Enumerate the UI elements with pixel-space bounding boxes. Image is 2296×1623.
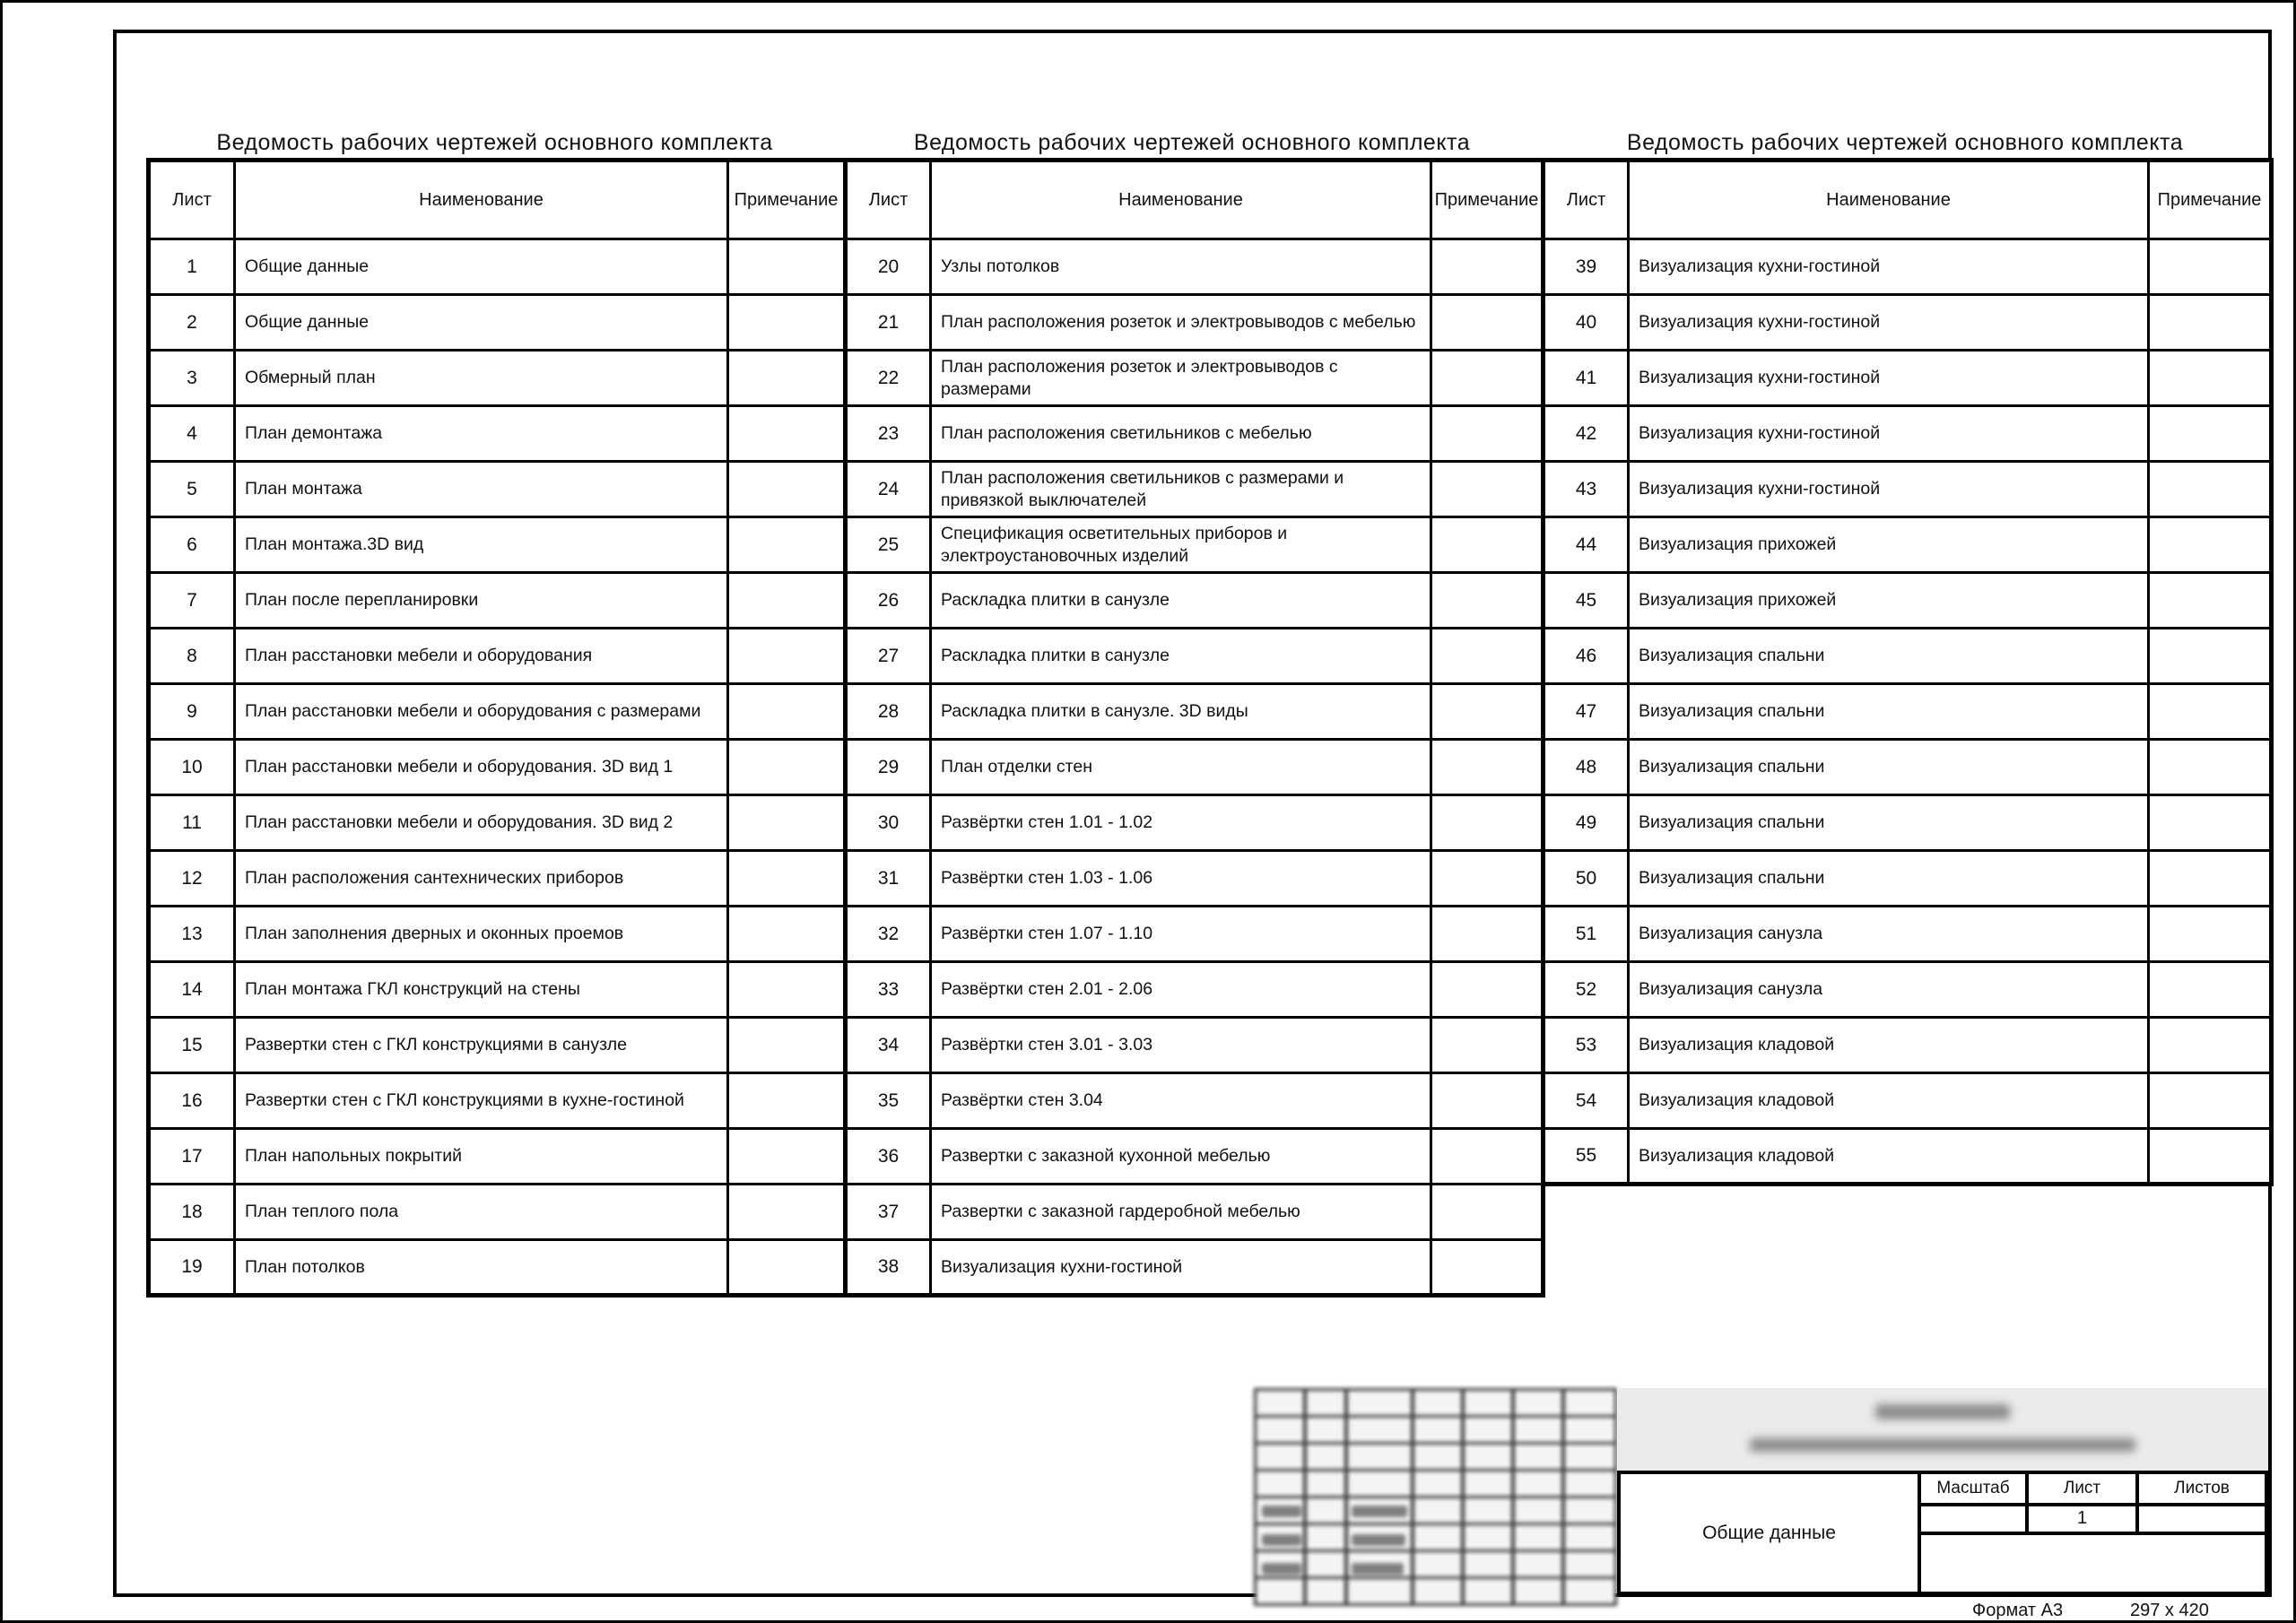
- sheet-cell: 5: [149, 462, 235, 517]
- sheet-cell: 18: [149, 1185, 235, 1240]
- note-cell: [728, 517, 846, 573]
- name-cell: Визуализация кладовой: [1629, 1073, 2149, 1129]
- note-cell: [1431, 239, 1544, 295]
- sheet-cell: 35: [846, 1073, 931, 1129]
- table-row: [149, 1018, 846, 1073]
- sheet-cell: 37: [846, 1185, 931, 1240]
- table-row: [1544, 406, 2272, 462]
- note-cell: [2149, 573, 2272, 629]
- table-row: [1544, 851, 2272, 907]
- table-row: [149, 573, 846, 629]
- table-row: [846, 629, 1544, 684]
- sheet-cell: 24: [846, 462, 931, 517]
- name-cell: Раскладка плитки в санузле: [931, 629, 1431, 684]
- note-cell: [2149, 740, 2272, 795]
- note-cell: [728, 795, 846, 851]
- name-cell: Развёртки стен 2.01 - 2.06: [931, 962, 1431, 1018]
- note-cell: [1431, 740, 1544, 795]
- name-cell: Обмерный план: [235, 351, 728, 406]
- name-cell: Раскладка плитки в санузле: [931, 573, 1431, 629]
- table-row: [149, 239, 846, 295]
- name-cell: Визуализация кладовой: [1629, 1129, 2149, 1185]
- drawing-register-table-1: [146, 158, 848, 1298]
- sheet-cell: 50: [1544, 851, 1629, 907]
- note-cell: [728, 462, 846, 517]
- sheet-cell: 47: [1544, 684, 1629, 740]
- note-cell: [728, 351, 846, 406]
- sheet-cell: 28: [846, 684, 931, 740]
- note-cell: [1431, 851, 1544, 907]
- note-cell: [2149, 907, 2272, 962]
- table-row: [149, 517, 846, 573]
- sheet-cell: 43: [1544, 462, 1629, 517]
- note-cell: [2149, 406, 2272, 462]
- scale-header: Масштаб: [1936, 1479, 2010, 1497]
- sheet-cell: 11: [149, 795, 235, 851]
- sheet-cell: 52: [1544, 962, 1629, 1018]
- table-row: [1544, 740, 2272, 795]
- sheet-number: 1: [2076, 1508, 2088, 1528]
- column-header-name: Наименование: [235, 161, 728, 239]
- sheet-cell: 2: [149, 295, 235, 351]
- name-cell: Визуализация прихожей: [1629, 517, 2149, 573]
- name-cell: Визуализация санузла: [1629, 907, 2149, 962]
- table-row: [846, 1018, 1544, 1073]
- table-row: [846, 740, 1544, 795]
- name-cell: План потолков: [235, 1240, 728, 1296]
- sheet-cell: 36: [846, 1129, 931, 1185]
- name-cell: План демонтажа: [235, 406, 728, 462]
- sheet-cell: 9: [149, 684, 235, 740]
- note-cell: [1431, 351, 1544, 406]
- note-cell: [728, 851, 846, 907]
- name-cell: План расстановки мебели и оборудования с размерами: [235, 684, 728, 740]
- note-cell: [2149, 351, 2272, 406]
- drawing-register-table-2: [843, 158, 1545, 1298]
- note-cell: [1431, 907, 1544, 962]
- table-row: [149, 406, 846, 462]
- name-cell: Спецификация осветительных приборов и электроустановочных изделий: [931, 517, 1431, 573]
- sheet-cell: 19: [149, 1240, 235, 1296]
- name-cell: Узлы потолков: [931, 239, 1431, 295]
- name-cell: План расположения светильников с размерами и привязкой выключателей: [931, 462, 1431, 517]
- note-cell: [728, 1129, 846, 1185]
- note-cell: [728, 1240, 846, 1296]
- sheet-cell: 53: [1544, 1018, 1629, 1073]
- table-row: [846, 962, 1544, 1018]
- table-row: [149, 295, 846, 351]
- table-row: [1544, 295, 2272, 351]
- column-header-note: Примечание: [728, 161, 846, 239]
- sheet-cell: 40: [1544, 295, 1629, 351]
- sheet-cell: 30: [846, 795, 931, 851]
- sheet-size-label: 297 x 420: [2130, 1601, 2209, 1620]
- note-cell: [728, 295, 846, 351]
- note-cell: [1431, 795, 1544, 851]
- name-cell: План расстановки мебели и оборудования: [235, 629, 728, 684]
- name-cell: План теплого пола: [235, 1185, 728, 1240]
- name-cell: Развертки стен с ГКЛ конструкциями в санузле: [235, 1018, 728, 1073]
- sheet-cell: 48: [1544, 740, 1629, 795]
- name-cell: Визуализация кухни-гостиной: [1629, 406, 2149, 462]
- name-cell: План расположения розеток и электровыводов с мебелью: [931, 295, 1431, 351]
- format-label: Формат А3: [1972, 1601, 2064, 1620]
- table-row: [846, 851, 1544, 907]
- table-row: [846, 1185, 1544, 1240]
- sheet-cell: 13: [149, 907, 235, 962]
- note-cell: [2149, 684, 2272, 740]
- table-row: [846, 795, 1544, 851]
- column-header-sheet: Лист: [846, 161, 931, 239]
- table-row: [1544, 239, 2272, 295]
- sheet-cell: 12: [149, 851, 235, 907]
- table-row: [1544, 1018, 2272, 1073]
- table-row: [1544, 962, 2272, 1018]
- note-cell: [2149, 239, 2272, 295]
- name-cell: План расположения светильников с мебелью: [931, 406, 1431, 462]
- table-row: [846, 351, 1544, 406]
- note-cell: [1431, 295, 1544, 351]
- sheet-cell: 6: [149, 517, 235, 573]
- title-block: [1617, 1471, 2268, 1595]
- sheet-cell: 33: [846, 962, 931, 1018]
- sheet-cell: 10: [149, 740, 235, 795]
- name-cell: Развертки с заказной гардеробной мебелью: [931, 1185, 1431, 1240]
- sheet-cell: 3: [149, 351, 235, 406]
- sheet-cell: 38: [846, 1240, 931, 1296]
- sheet-cell: 1: [149, 239, 235, 295]
- name-cell: План расстановки мебели и оборудования. 3D вид 2: [235, 795, 728, 851]
- table-row: [846, 1073, 1544, 1129]
- header-row: [149, 161, 846, 239]
- name-cell: Общие данные: [235, 239, 728, 295]
- table-row: [149, 1185, 846, 1240]
- sheet-cell: 32: [846, 907, 931, 962]
- column-header-sheet: Лист: [1544, 161, 1629, 239]
- note-cell: [1431, 517, 1544, 573]
- note-cell: [1431, 1129, 1544, 1185]
- name-cell: Развёртки стен 1.03 - 1.06: [931, 851, 1431, 907]
- name-cell: Визуализация спальни: [1629, 684, 2149, 740]
- note-cell: [728, 740, 846, 795]
- sheet-cell: 4: [149, 406, 235, 462]
- name-cell: Визуализация кухни-гостиной: [1629, 462, 2149, 517]
- table-row: [149, 1073, 846, 1129]
- note-cell: [1431, 962, 1544, 1018]
- title-block-stamp-blurred: [1254, 1388, 1617, 1606]
- note-cell: [728, 1018, 846, 1073]
- table-row: [846, 295, 1544, 351]
- table-row: [149, 740, 846, 795]
- table-row: [846, 517, 1544, 573]
- note-cell: [2149, 1129, 2272, 1185]
- name-cell: Визуализация кухни-гостиной: [1629, 295, 2149, 351]
- project-banner-blurred: [1617, 1388, 2268, 1471]
- table-title: Ведомость рабочих чертежей основного комплекта: [913, 130, 1471, 155]
- note-cell: [2149, 629, 2272, 684]
- sheet-cell: 31: [846, 851, 931, 907]
- sheet-cell: 14: [149, 962, 235, 1018]
- note-cell: [728, 239, 846, 295]
- note-cell: [2149, 1018, 2272, 1073]
- table-row: [846, 239, 1544, 295]
- sheet-cell: 20: [846, 239, 931, 295]
- table-row: [149, 907, 846, 962]
- note-cell: [1431, 629, 1544, 684]
- table-title: Ведомость рабочих чертежей основного комплекта: [1626, 130, 2184, 155]
- note-cell: [728, 1185, 846, 1240]
- note-cell: [2149, 962, 2272, 1018]
- name-cell: Раскладка плитки в санузле. 3D виды: [931, 684, 1431, 740]
- name-cell: План монтажа: [235, 462, 728, 517]
- table-row: [149, 462, 846, 517]
- sheet-cell: 46: [1544, 629, 1629, 684]
- note-cell: [2149, 295, 2272, 351]
- column-header-sheet: Лист: [149, 161, 235, 239]
- sheet-cell: 51: [1544, 907, 1629, 962]
- table-row: [1544, 517, 2272, 573]
- table-row: [149, 684, 846, 740]
- table-row: [846, 573, 1544, 629]
- note-cell: [2149, 795, 2272, 851]
- sheet-cell: 41: [1544, 351, 1629, 406]
- name-cell: План расстановки мебели и оборудования. 3D вид 1: [235, 740, 728, 795]
- table-row: [149, 795, 846, 851]
- name-cell: План отделки стен: [931, 740, 1431, 795]
- sheet-cell: 29: [846, 740, 931, 795]
- table-row: [1544, 907, 2272, 962]
- name-cell: Визуализация спальни: [1629, 629, 2149, 684]
- column-header-name: Наименование: [931, 161, 1431, 239]
- table-row: [149, 351, 846, 406]
- note-cell: [1431, 406, 1544, 462]
- note-cell: [728, 962, 846, 1018]
- header-row: [1544, 161, 2272, 239]
- name-cell: Развёртки стен 1.01 - 1.02: [931, 795, 1431, 851]
- column-header-note: Примечание: [2149, 161, 2272, 239]
- name-cell: План напольных покрытий: [235, 1129, 728, 1185]
- sheet-cell: 25: [846, 517, 931, 573]
- column-header-note: Примечание: [1431, 161, 1544, 239]
- sheet-cell: 7: [149, 573, 235, 629]
- note-cell: [728, 684, 846, 740]
- note-cell: [1431, 462, 1544, 517]
- note-cell: [2149, 462, 2272, 517]
- table-row: [1544, 629, 2272, 684]
- drawing-register-table-3: [1541, 158, 2274, 1186]
- sheet-cell: 39: [1544, 239, 1629, 295]
- name-cell: Развертки стен с ГКЛ конструкциями в кухне-гостиной: [235, 1073, 728, 1129]
- name-cell: Общие данные: [235, 295, 728, 351]
- sheet-cell: 34: [846, 1018, 931, 1073]
- note-cell: [2149, 517, 2272, 573]
- table-row: [1544, 1073, 2272, 1129]
- name-cell: Развертки с заказной кухонной мебелью: [931, 1129, 1431, 1185]
- sheet-cell: 15: [149, 1018, 235, 1073]
- note-cell: [1431, 1018, 1544, 1073]
- note-cell: [2149, 1073, 2272, 1129]
- name-cell: Визуализация кухни-гостиной: [931, 1240, 1431, 1296]
- sheet-cell: 17: [149, 1129, 235, 1185]
- name-cell: Визуализация кухни-гостиной: [1629, 239, 2149, 295]
- note-cell: [1431, 573, 1544, 629]
- note-cell: [728, 573, 846, 629]
- sheet-cell: 49: [1544, 795, 1629, 851]
- table-row: [846, 406, 1544, 462]
- note-cell: [1431, 684, 1544, 740]
- table-row: [1544, 462, 2272, 517]
- sheet-header: Лист: [2063, 1479, 2101, 1497]
- note-cell: [1431, 1240, 1544, 1296]
- name-cell: Визуализация спальни: [1629, 851, 2149, 907]
- sheet-cell: 23: [846, 406, 931, 462]
- note-cell: [1431, 1073, 1544, 1129]
- sheet-cell: 8: [149, 629, 235, 684]
- name-cell: План монтажа ГКЛ конструкций на стены: [235, 962, 728, 1018]
- name-cell: Визуализация прихожей: [1629, 573, 2149, 629]
- name-cell: Визуализация кладовой: [1629, 1018, 2149, 1073]
- table-row: [1544, 351, 2272, 406]
- table-row: [846, 1129, 1544, 1185]
- name-cell: План заполнения дверных и оконных проемов: [235, 907, 728, 962]
- name-cell: План расположения розеток и электровыводов с размерами: [931, 351, 1431, 406]
- sheet-cell: 26: [846, 573, 931, 629]
- table-row: [149, 851, 846, 907]
- note-cell: [728, 907, 846, 962]
- table-row: [846, 907, 1544, 962]
- table-row: [1544, 795, 2272, 851]
- name-cell: План после перепланировки: [235, 573, 728, 629]
- note-cell: [728, 629, 846, 684]
- table-row: [846, 1240, 1544, 1296]
- sheet-cell: 54: [1544, 1073, 1629, 1129]
- name-cell: Визуализация спальни: [1629, 795, 2149, 851]
- table-row: [1544, 573, 2272, 629]
- sheet-cell: 55: [1544, 1129, 1629, 1185]
- table-row: [846, 684, 1544, 740]
- document-title: Общие данные: [1702, 1522, 1836, 1543]
- table-row: [149, 962, 846, 1018]
- sheets-header: Листов: [2174, 1479, 2230, 1497]
- name-cell: Развёртки стен 1.07 - 1.10: [931, 907, 1431, 962]
- sheet-cell: 16: [149, 1073, 235, 1129]
- sheet-cell: 27: [846, 629, 931, 684]
- note-cell: [728, 1073, 846, 1129]
- name-cell: Визуализация санузла: [1629, 962, 2149, 1018]
- table-title: Ведомость рабочих чертежей основного комплекта: [216, 130, 773, 155]
- sheet-cell: 44: [1544, 517, 1629, 573]
- header-row: [846, 161, 1544, 239]
- table-row: [1544, 1129, 2272, 1185]
- column-header-name: Наименование: [1629, 161, 2149, 239]
- table-row: [149, 1240, 846, 1296]
- sheet-cell: 21: [846, 295, 931, 351]
- table-row: [149, 1129, 846, 1185]
- name-cell: Визуализация спальни: [1629, 740, 2149, 795]
- note-cell: [728, 406, 846, 462]
- name-cell: План расположения сантехнических приборов: [235, 851, 728, 907]
- name-cell: Развёртки стен 3.04: [931, 1073, 1431, 1129]
- name-cell: План монтажа.3D вид: [235, 517, 728, 573]
- table-row: [1544, 684, 2272, 740]
- name-cell: Развёртки стен 3.01 - 3.03: [931, 1018, 1431, 1073]
- note-cell: [2149, 851, 2272, 907]
- note-cell: [1431, 1185, 1544, 1240]
- name-cell: Визуализация кухни-гостиной: [1629, 351, 2149, 406]
- sheet-cell: 42: [1544, 406, 1629, 462]
- table-row: [846, 462, 1544, 517]
- table-row: [149, 629, 846, 684]
- sheet-cell: 45: [1544, 573, 1629, 629]
- sheet-cell: 22: [846, 351, 931, 406]
